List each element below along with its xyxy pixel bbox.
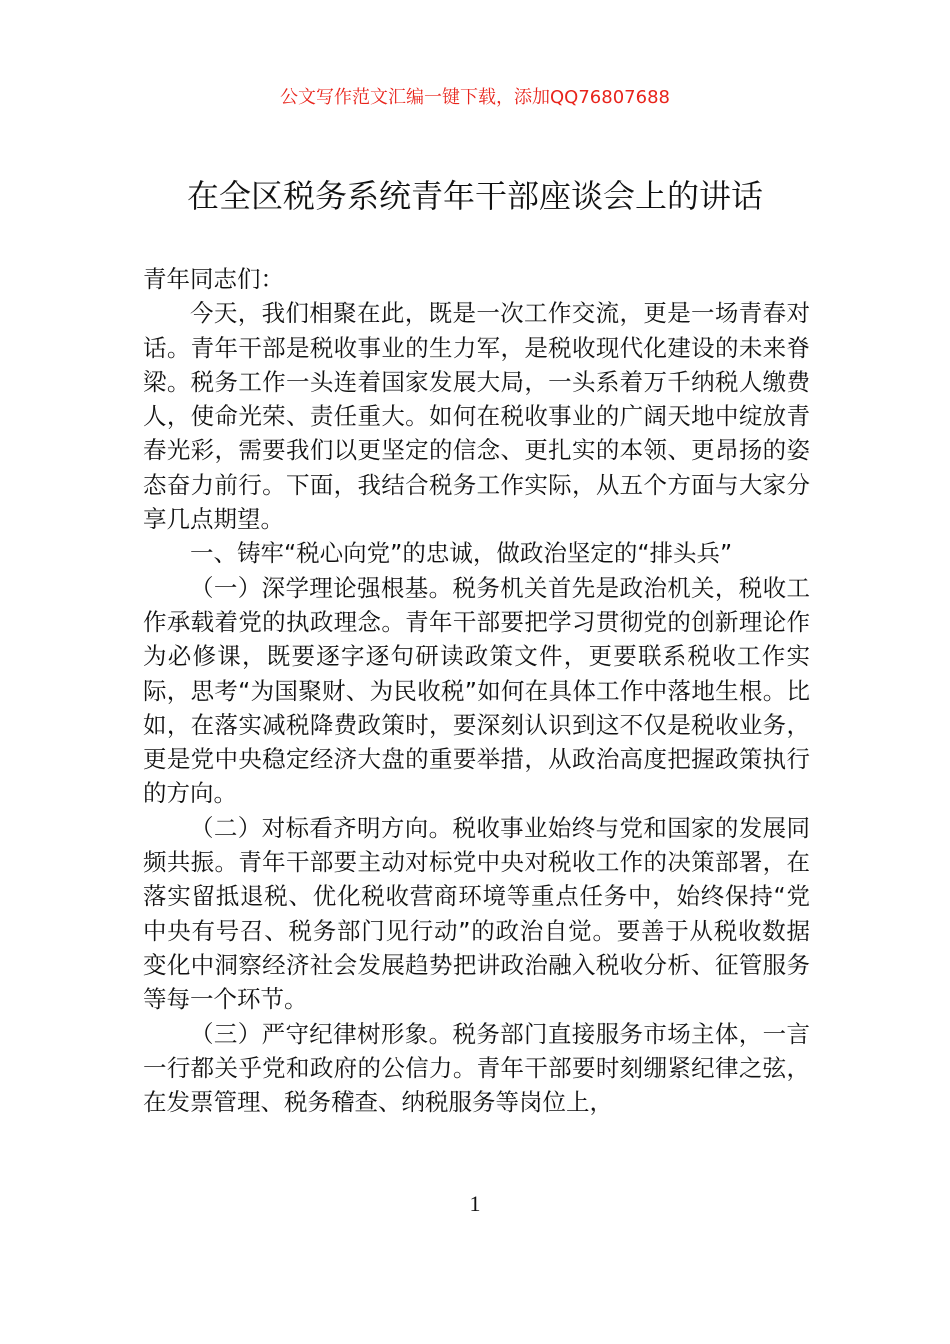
document-body [143,262,810,1119]
document-title: 在全区税务系统青年干部座谈会上的讲话 [186,177,763,215]
paragraph-subsection-1: （一）深学理论强根基。税务机关首先是政治机关，税收工作承载着党的执政理念。青年干部要把学习贯彻党的创新理论作为必修课，既要逐字逐句研读政策文件，更要联系税收工作实际，思考“为国聚财、为民收税”如何在具体工作中落地生根。比如，在落实减税降费政策时，要深刻认识到这不仅是税收业务，更是党中央稳定经济大盘的重要举措，从政治高度把握政策执行的方向。 [143,573,810,808]
paragraph-intro: 今天，我们相聚在此，既是一次工作交流，更是一场青春对话。青年干部是税收事业的生力军，是税收现代化建设的未来脊梁。税务工作一头连着国家发展大局，一头系着万千纳税人缴费人，使命光荣、责任重大。如何在税收事业的广阔天地中绽放青春光彩，需要我们以更坚定的信念、更扎实的本领、更昂扬的姿态奋力前行。下面，我结合税务工作实际，从五个方面与大家分享几点期望。 [143,299,810,534]
paragraph-subsection-3: （三）严守纪律树形象。税务部门直接服务市场主体，一言一行都关乎党和政府的公信力。青年干部要时刻绷紧纪律之弦，在发票管理、税务稽查、纳税服务等岗位上， [143,1019,810,1117]
page-number: 1 [469,1191,481,1216]
paragraph-subsection-2: （二）对标看齐明方向。税收事业始终与党和国家的发展同频共振。青年干部要主动对标党中央对税收工作的决策部署，在落实留抵退税、优化税收营商环境等重点任务中，始终保持“党中央有号召、税务部门见行动”的政治自觉。要善于从税收数据变化中洞察经济社会发展趋势把讲政治融入税收分析、征管服务等每一个环节。 [143,813,810,1014]
salutation: 青年同志们： [143,265,284,293]
section-heading-1: 一、铸牢“税心向党”的忠诚，做政治坚定的“排头兵” [190,539,733,568]
promo-banner: 公文写作范文汇编一键下载，添加QQ76807688 [280,87,670,108]
